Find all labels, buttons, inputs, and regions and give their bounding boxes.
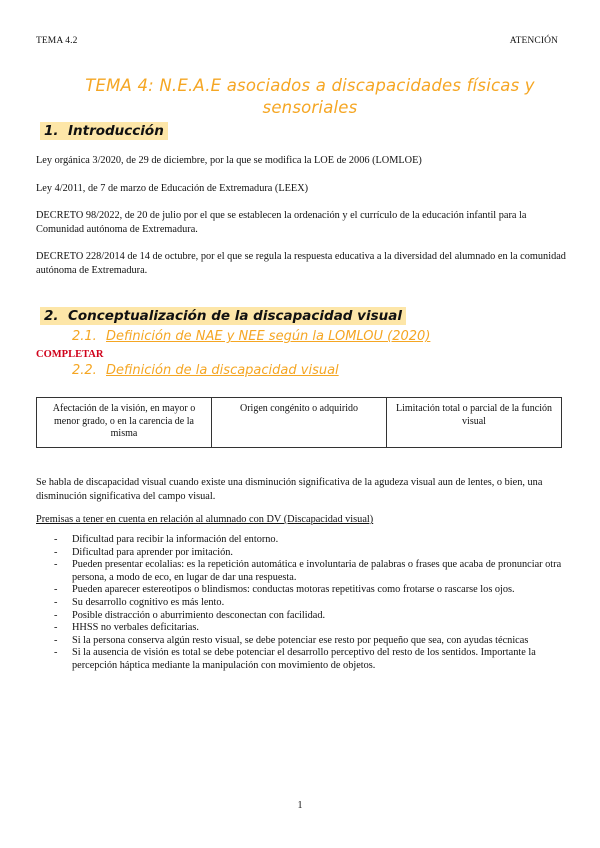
section-1-number: 1. bbox=[44, 123, 59, 139]
bullet-dash: - bbox=[54, 559, 58, 571]
table-cell: Limitación total o parcial de la función visual bbox=[387, 398, 562, 448]
list-item bbox=[54, 622, 564, 635]
section-2-title: Conceptualización de la discapacidad visual bbox=[68, 308, 402, 324]
list-item-text: HHSS no verbales deficitarias. bbox=[72, 622, 199, 634]
section-1-heading bbox=[40, 122, 168, 140]
list-item bbox=[54, 584, 564, 597]
bullet-dash: - bbox=[54, 622, 58, 634]
premises-title: Premisas a tener en cuenta en relación al alumnado con DV (Discapacidad visual) bbox=[36, 514, 374, 525]
subsection-2-1-title: Definición de NAE y NEE según la LOMLOU (2020) bbox=[106, 329, 431, 344]
header-left: TEMA 4.2 bbox=[36, 36, 78, 46]
list-item-text: Posible distracción o aburrimiento desconectan con facilidad. bbox=[72, 609, 326, 621]
intro-paragraph-4: DECRETO 228/2014 de 14 de octubre, por el que se regula la respuesta educativa a la diversidad del alumnado en la comunidad autónoma de Extremadura. bbox=[36, 251, 566, 276]
definition-paragraph: Se habla de discapacidad visual cuando existe una disminución significativa de la agudeza visual aun de lentes, o bien, una disminución significativa del campo visual. bbox=[36, 477, 543, 502]
bullet-dash: - bbox=[54, 609, 58, 621]
section-1-title: Introducción bbox=[68, 123, 164, 139]
bullet-dash: - bbox=[54, 584, 58, 596]
list-item bbox=[54, 559, 564, 584]
list-item-text: Su desarrollo cognitivo es más lento. bbox=[72, 596, 225, 608]
subsection-2-1-number: 2.1. bbox=[72, 329, 97, 344]
bullet-dash: - bbox=[54, 634, 58, 646]
table-row bbox=[37, 398, 562, 448]
completar-note: COMPLETAR bbox=[36, 349, 104, 360]
list-item-text: Si la ausencia de visión es total se debe potenciar el desarrollo perceptivo del resto de los sentidos. Importante la percepción háptica mediante la manipulación con movimiento de objetos. bbox=[72, 647, 536, 671]
intro-paragraph-2: Ley 4/2011, de 7 de marzo de Educación de Extremadura (LEEX) bbox=[36, 183, 309, 194]
list-item-text: Dificultad para aprender por imitación. bbox=[72, 546, 233, 558]
list-item-text: Dificultad para recibir la información del entorno. bbox=[72, 534, 279, 545]
premises-list bbox=[54, 534, 564, 673]
list-item-text: Pueden aparecer estereotipos o blindismos: conductas motoras repetitivas como frotarse o rascarse los ojos. bbox=[72, 584, 515, 596]
bullet-dash: - bbox=[54, 546, 58, 558]
intro-paragraph-3: DECRETO 98/2022, de 20 de julio por el que se establecen la ordenación y el currículo de la educación infantil para la Comunidad autónoma de Extremadura. bbox=[36, 210, 527, 235]
document-title: TEMA 4: N.E.A.E asociados a discapacidades físicas y sensoriales bbox=[85, 76, 535, 117]
subsection-2-2-title: Definición de la discapacidad visual bbox=[106, 363, 339, 378]
header-right: ATENCIÓN bbox=[509, 36, 558, 46]
table-cell: Afectación de la visión, en mayor o menor grado, o en la carencia de la misma bbox=[37, 398, 212, 448]
section-2-heading bbox=[40, 307, 406, 325]
list-item-text: Si la persona conserva algún resto visual, se debe potenciar ese resto por pequeño que sea, con ayudas técnicas bbox=[72, 634, 529, 646]
list-item bbox=[54, 647, 564, 672]
subsection-2-2-heading bbox=[72, 363, 339, 378]
intro-paragraph-1: Ley orgánica 3/2020, de 29 de diciembre, por la que se modifica la LOE de 2006 (LOMLOE) bbox=[36, 155, 422, 166]
list-item bbox=[54, 597, 564, 610]
subsection-2-2-number: 2.2. bbox=[72, 363, 97, 378]
page-number: 1 bbox=[297, 800, 303, 811]
table-cell: Origen congénito o adquirido bbox=[212, 398, 387, 448]
section-2-number: 2. bbox=[44, 308, 59, 324]
list-item bbox=[54, 635, 564, 648]
list-item-text: Pueden presentar ecolalias: es la repetición automática e involuntaria de palabras o frases que acaba de pronunciar otra persona, a modo de eco, en lugar de dar una respuesta. bbox=[72, 559, 562, 583]
subsection-2-1-heading bbox=[72, 329, 430, 344]
list-item bbox=[54, 610, 564, 623]
definition-table bbox=[36, 397, 562, 448]
list-item bbox=[54, 547, 564, 560]
bullet-dash: - bbox=[54, 534, 58, 545]
list-item bbox=[54, 534, 564, 547]
bullet-dash: - bbox=[54, 596, 58, 608]
bullet-dash: - bbox=[54, 647, 58, 659]
